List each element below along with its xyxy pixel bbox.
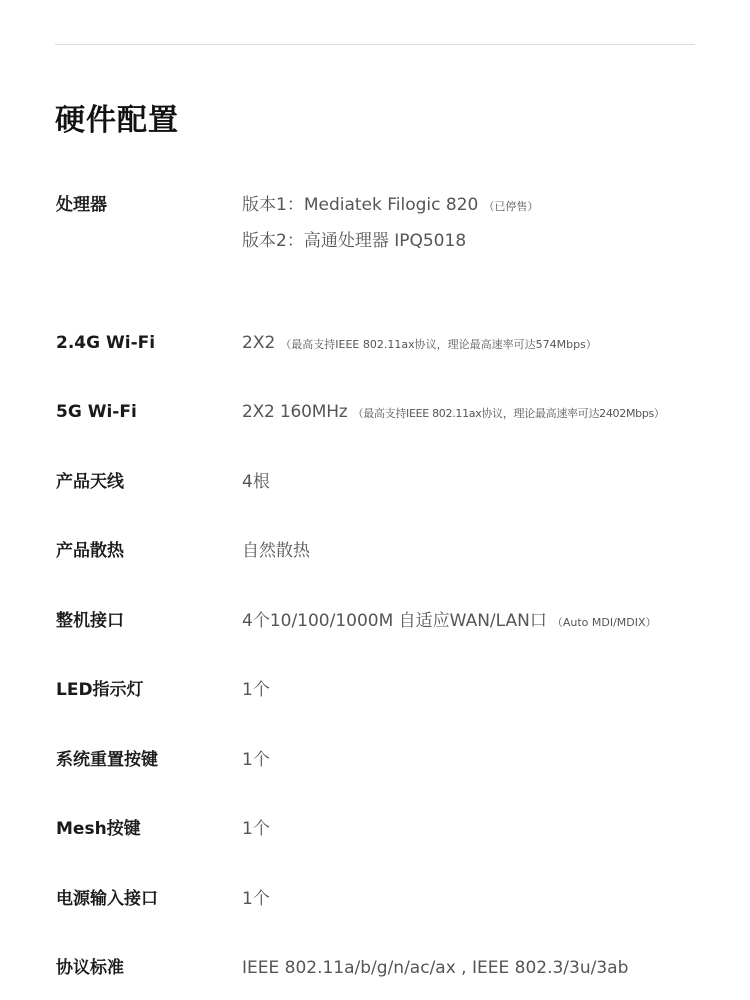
spec-value-text: 2X2	[242, 333, 276, 353]
spec-value-text: 2X2 160MHz	[242, 402, 348, 422]
page-title: 硬件配置	[55, 103, 179, 138]
spec-value-note: （最高支持IEEE 802.11ax协议，理论最高速率可达2402Mbps）	[352, 407, 665, 420]
spec-label: LED指示灯	[56, 680, 144, 700]
top-divider	[55, 44, 695, 45]
spec-value-line	[242, 193, 538, 219]
spec-label: 整机接口	[56, 611, 124, 631]
spec-value	[242, 678, 270, 702]
spec-label: 处理器	[56, 195, 107, 215]
spec-value	[242, 400, 665, 426]
spec-value	[242, 331, 597, 357]
spec-label: 协议标准	[56, 958, 124, 978]
spec-value-text: 1个	[242, 680, 270, 700]
spec-value-text: 自然散热	[242, 541, 310, 561]
spec-value-line	[242, 229, 538, 253]
spec-label: 产品散热	[56, 541, 124, 561]
spec-label: 产品天线	[56, 472, 124, 492]
spec-label: Mesh按键	[56, 819, 141, 839]
spec-value-text: 1个	[242, 889, 270, 909]
spec-value	[242, 193, 538, 253]
spec-value-note: （已停售）	[483, 200, 539, 213]
spec-value	[242, 817, 270, 841]
spec-label: 系统重置按键	[56, 750, 158, 770]
spec-value-note: （Auto MDI/MDIX）	[551, 616, 657, 629]
spec-value	[242, 887, 270, 911]
spec-value	[242, 539, 310, 563]
spec-value-text: 1个	[242, 750, 270, 770]
spec-value-text: 1个	[242, 819, 270, 839]
spec-label: 电源输入接口	[56, 889, 158, 909]
spec-value-note: （最高支持IEEE 802.11ax协议，理论最高速率可达574Mbps）	[280, 338, 597, 351]
spec-value-text: 4根	[242, 472, 270, 492]
spec-label: 2.4G Wi-Fi	[56, 333, 156, 353]
spec-value-text: 版本2：高通处理器 IPQ5018	[242, 231, 467, 251]
spec-value	[242, 748, 270, 772]
spec-value-text: IEEE 802.11a/b/g/n/ac/ax , IEEE 802.3/3u/3ab	[242, 958, 629, 978]
spec-value-text: 版本1：Mediatek Filogic 820	[242, 195, 479, 215]
spec-value	[242, 956, 628, 980]
spec-value	[242, 470, 270, 494]
spec-value	[242, 609, 657, 635]
spec-label: 5G Wi-Fi	[56, 402, 137, 422]
spec-value-text: 4个10/100/1000M 自适应WAN/LAN口	[242, 611, 547, 631]
